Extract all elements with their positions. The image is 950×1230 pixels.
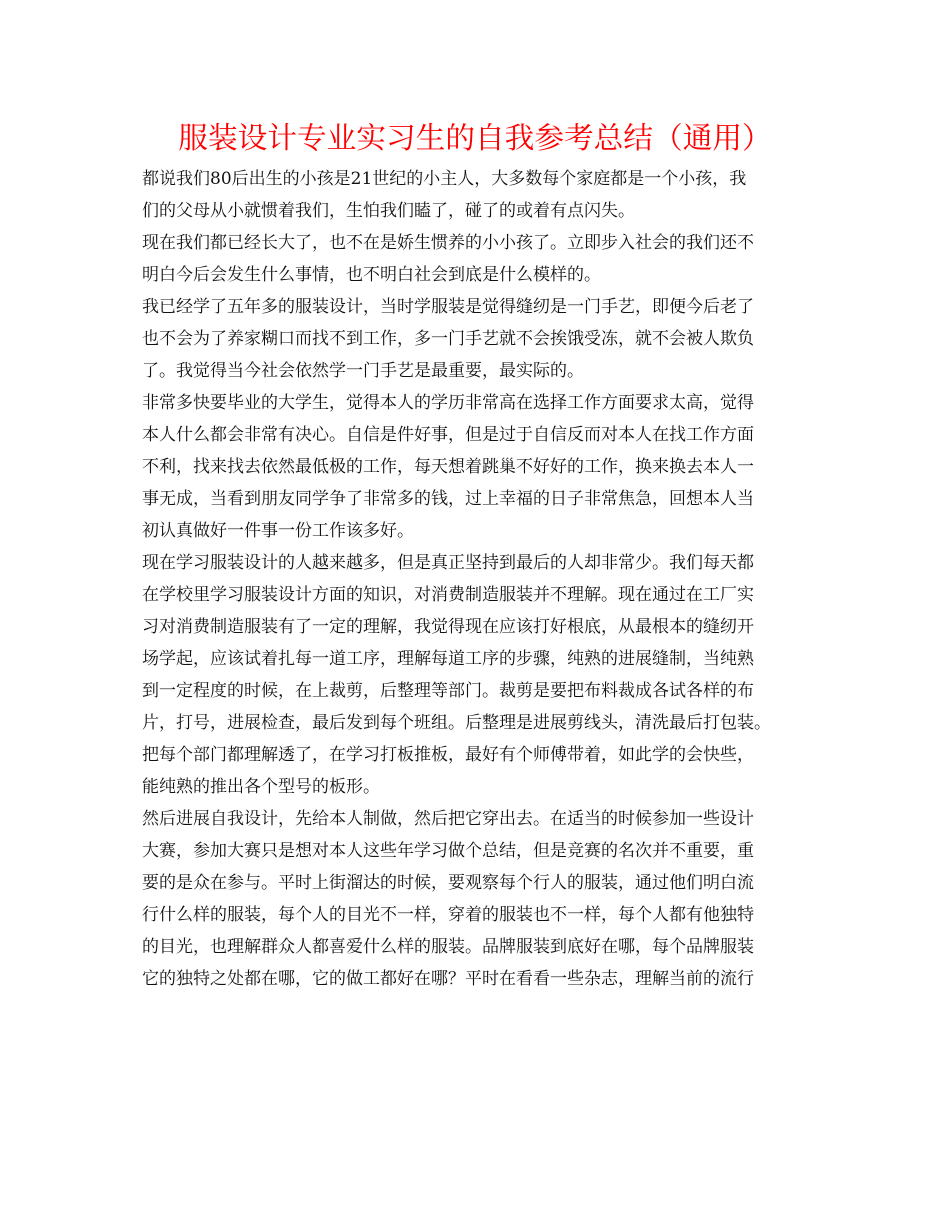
- document-body: [142, 163, 832, 995]
- text-line: 场学起，应该试着扎每一道工序，理解每道工序的步骤，纯熟的进展缝制，当纯熟: [142, 649, 754, 669]
- text-line: 事无成，当看到朋友同学争了非常多的钱，过上幸福的日子非常焦急，回想本人当: [142, 489, 754, 509]
- text-line: 习对消费制造服装有了一定的理解，我觉得现在应该打好根底，从最根本的缝纫开: [142, 617, 754, 637]
- text-line: 它的独特之处都在哪，它的做工都好在哪？平时在看看一些杂志，理解当前的流行: [142, 969, 754, 989]
- text-line: 明白今后会发生什么事情，也不明白社会到底是什么模样的。: [142, 265, 601, 285]
- text-line: 能纯熟的推出各个型号的板形。: [142, 777, 380, 797]
- text-line: 把每个部门都理解透了，在学习打板推板，最好有个师傅带着，如此学的会快些，: [142, 745, 754, 765]
- text-line: 了。我觉得当今社会依然学一门手艺是最重要，最实际的。: [142, 361, 584, 381]
- text-line: 我已经学了五年多的服装设计，当时学服装是觉得缝纫是一门手艺，即便今后老了: [142, 297, 754, 317]
- text-line: 要的是众在参与。平时上街溜达的时候，要观察每个行人的服装，通过他们明白流: [142, 873, 754, 893]
- text-line: 行什么样的服装，每个人的目光不一样，穿着的服装也不一样，每个人都有他独特: [142, 905, 754, 925]
- text-line: 现在我们都已经长大了，也不在是娇生惯养的小小孩了。立即步入社会的我们还不: [142, 233, 754, 253]
- text-line: 不利，找来找去依然最低极的工作，每天想着跳巢不好好的工作，换来换去本人一: [142, 457, 754, 477]
- text-line: 在学校里学习服装设计方面的知识，对消费制造服装并不理解。现在通过在工厂实: [142, 585, 754, 605]
- text-line: 的目光，也理解群众人都喜爱什么样的服装。品牌服装到底好在哪，每个品牌服装: [142, 937, 754, 957]
- text-line: 初认真做好一件事一份工作该多好。: [142, 521, 414, 541]
- text-line: 本人什么都会非常有决心。自信是件好事，但是过于自信反而对本人在找工作方面: [142, 425, 754, 445]
- text-line: 到一定程度的时候，在上裁剪，后整理等部门。裁剪是要把布料裁成各试各样的布: [142, 681, 754, 701]
- text-line: 都说我们80后出生的小孩是21世纪的小主人，大多数每个家庭都是一个小孩，我: [142, 169, 747, 189]
- text-line: 现在学习服装设计的人越来越多，但是真正坚持到最后的人却非常少。我们每天都: [142, 553, 754, 573]
- text-line: 片，打号，进展检查，最后发到每个班组。后整理是进展剪线头，清洗最后打包装。: [142, 713, 771, 733]
- text-line: 非常多快要毕业的大学生，觉得本人的学历非常高在选择工作方面要求太高，觉得: [142, 393, 754, 413]
- text-line: 也不会为了养家糊口而找不到工作，多一门手艺就不会挨饿受冻，就不会被人欺负: [142, 329, 754, 349]
- text-line: 然后进展自我设计，先给本人制做，然后把它穿出去。在适当的时候参加一些设计: [142, 809, 754, 829]
- document-title: 服装设计专业实习生的自我参考总结（通用）: [178, 120, 772, 155]
- text-line: 们的父母从小就惯着我们，生怕我们瞌了，碰了的或着有点闪失。: [142, 201, 635, 221]
- text-line: 大赛，参加大赛只是想对本人这些年学习做个总结，但是竞赛的名次并不重要，重: [142, 841, 754, 861]
